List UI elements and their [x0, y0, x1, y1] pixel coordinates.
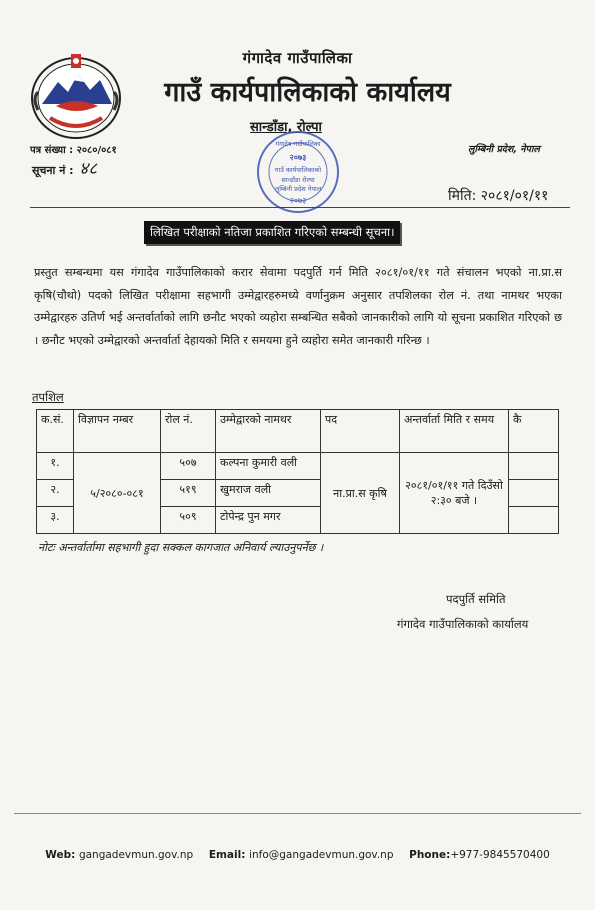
- table-row: [37, 453, 559, 480]
- cell-ad-number: ५/२०८०-०८१: [74, 453, 161, 534]
- footer-contact: [0, 849, 595, 861]
- results-table: [36, 409, 559, 534]
- web-label: Web:: [45, 849, 76, 861]
- signature-committee: पदपुर्ति समिति: [446, 592, 506, 606]
- letter-number: पत्र संख्या : २०८०/०८१: [30, 145, 117, 156]
- col-header-post: पद: [321, 410, 400, 453]
- cell-sn: २.: [37, 480, 74, 507]
- cell-name: टोपेन्द्र पुन मगर: [216, 507, 321, 534]
- cell-interview: २०८१/०१/११ गते दिउँसो २:३० बजे ।: [400, 453, 509, 534]
- cell-roll: ५१९: [161, 480, 216, 507]
- cell-sn: १.: [37, 453, 74, 480]
- col-header-name: उम्मेद्वारको नामथर: [216, 410, 321, 453]
- stamp-line-4: लुम्बिनी प्रदेश नेपाल: [274, 185, 322, 193]
- cell-remarks: [509, 453, 559, 480]
- cell-roll: ५०७: [161, 453, 216, 480]
- phone-label: Phone:: [409, 849, 451, 861]
- footer-divider: [14, 813, 581, 814]
- cell-post: ना.प्रा.स कृषि: [321, 453, 400, 534]
- cell-remarks: [509, 507, 559, 534]
- note-text: नोटः अन्तर्वार्तामा सहभागी हुदा सक्कल कागजात अनिवार्य ल्याउनुपर्नेछ ।: [38, 541, 324, 554]
- cell-remarks: [509, 480, 559, 507]
- table-header-row: [37, 410, 559, 453]
- notice-value: ४८: [79, 159, 98, 179]
- col-header-sn: क.सं.: [37, 410, 74, 453]
- notice-date: मिति: २०८१/०१/११: [448, 188, 549, 204]
- cell-sn: ३.: [37, 507, 74, 534]
- col-header-roll: रोल नं.: [161, 410, 216, 453]
- municipality-name: गंगादेव गाउँपालिका: [242, 49, 353, 67]
- col-header-remarks: कै: [509, 410, 559, 453]
- stamp-year-top: २०७३: [289, 153, 307, 162]
- subject-heading: लिखित परीक्षाको नतिजा प्रकाशित गरिएको सम्बन्धी सूचना।: [144, 221, 400, 244]
- cell-name: खुमराज वली: [216, 480, 321, 507]
- web-link[interactable]: gangadevmun.gov.np: [78, 849, 194, 861]
- office-title: गाउँ कार्यपालिकाको कार्यालय: [164, 77, 451, 108]
- phone-number: +977-9845570400: [450, 849, 550, 861]
- stamp-year: २०७३: [289, 196, 307, 205]
- col-header-ad-number: विज्ञापन नम्बर: [74, 410, 161, 453]
- signature-office: गंगादेव गाउँपालिकाको कार्यालय: [397, 617, 529, 631]
- province-label: लुम्बिनी प्रदेश, नेपाल: [468, 144, 540, 155]
- stamp-line-2: गाउँ कार्यपालिकाको: [274, 166, 322, 174]
- stamp-line-3: सान्डाँडा रोल्पा: [281, 176, 315, 184]
- notice-body: प्रस्तुत सम्बन्धमा यस गंगादेव गाउँपालिकाको करार सेवामा पदपुर्ति गर्न मिति २०८१/०१/११ गते संचालन भएको ना.प्रा.स कृषि(चौथो) पदको लिखित परीक्षामा सहभागी उम्मेद्वारहरुमध्ये वर्णानुक्रम अनुसार तपशिलका रोल नं. तथा नामथर भएका उम्मेद्वारहरु उतिर्ण भई अन्तर्वार्ताको लागि छनौट भएको व्यहोरा सम्बन्धित सबैको जानकारीको लागि यो सूचना प्रकाशित गरिएको छ । छनौट भएको उम्मेद्वारको अन्तर्वार्ता देहायको मिति र समयमा हुने व्यहोरा समेत जानकारी गरिन्छ ।: [34, 266, 562, 347]
- table-caption: तपशिल: [32, 390, 64, 404]
- email-label: Email:: [208, 849, 246, 861]
- header-divider: [30, 207, 570, 208]
- notice-number: [32, 156, 97, 179]
- office-address: सान्डाँडा, रोल्पा: [250, 120, 322, 135]
- notice-label: सूचना नं :: [32, 164, 74, 177]
- col-header-interview: अन्तर्वार्ता मिति र समय: [400, 410, 509, 453]
- email-link[interactable]: info@gangadevmun.gov.np: [249, 849, 394, 861]
- office-seal-stamp: [254, 128, 342, 216]
- cell-name: कल्पना कुमारी वली: [216, 453, 321, 480]
- stamp-line-1: गंगादेव गाउँपालिका: [275, 140, 321, 148]
- cell-roll: ५०९: [161, 507, 216, 534]
